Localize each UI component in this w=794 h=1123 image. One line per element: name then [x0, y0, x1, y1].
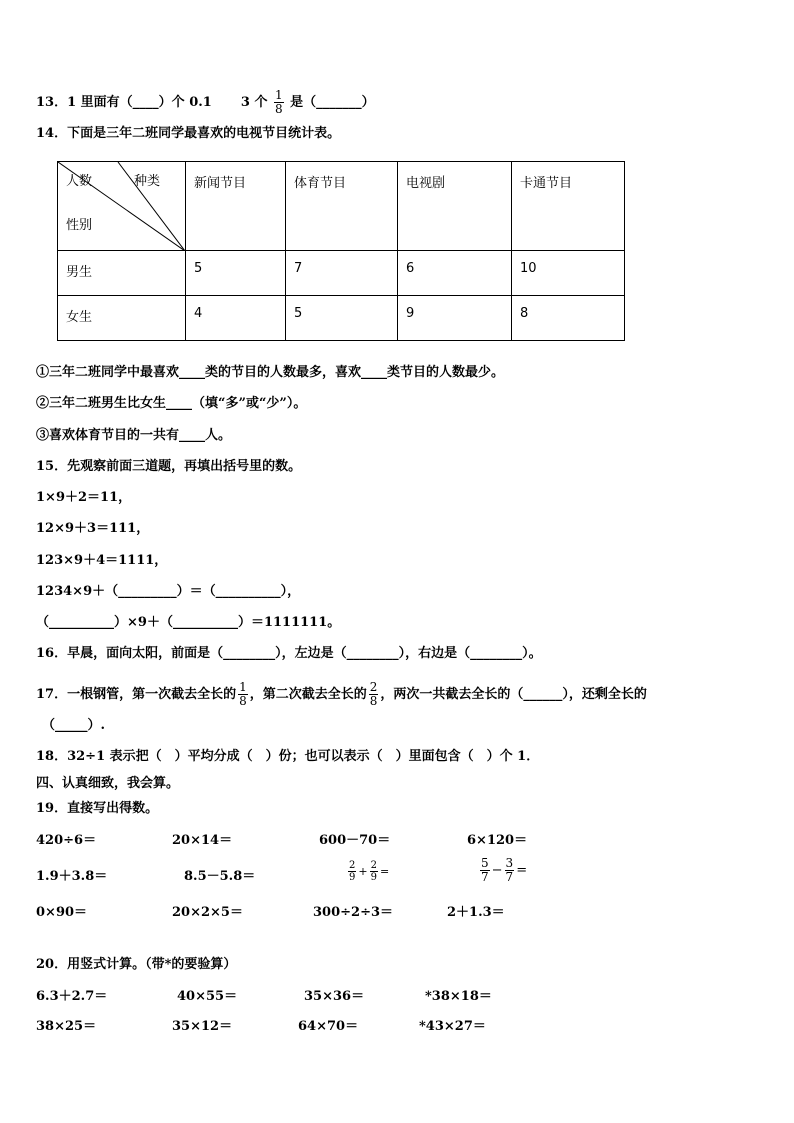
- q19-expr: 600－70＝: [319, 833, 391, 848]
- question-19-title: 19．直接写出得数。: [36, 801, 159, 816]
- question-18: 18．32÷1 表示把（ ）平均分成（ ）份；也可以表示（ ）里面包含（ ）个 1．: [36, 749, 540, 764]
- table-cell: 5: [286, 296, 398, 341]
- table-corner-cell: [58, 162, 186, 251]
- q13-part2a: 3 个: [240, 95, 268, 110]
- table-cell: 10: [512, 251, 625, 296]
- col-header-sports: 体育节目: [286, 162, 398, 251]
- table-cell: 6: [398, 251, 512, 296]
- corner-label-category: 种类: [134, 174, 161, 189]
- col-header-cartoon: 卡通节目: [512, 162, 625, 251]
- question-16: 16．早晨，面向太阳，前面是（________），左边是（________），右边是（________）。: [36, 646, 542, 661]
- section-4-heading: 四、认真细致，我会算。: [36, 776, 180, 791]
- fraction-one-eighth: $\frac{1}{8}$: [239, 680, 247, 708]
- question-15-title: 15．先观察前面三道题，再填出括号里的数。: [36, 459, 302, 474]
- row-label-girls: 女生: [58, 296, 186, 341]
- table-row-girls: [58, 296, 625, 341]
- table-cell: 8: [512, 296, 625, 341]
- table-cell: 4: [186, 296, 286, 341]
- q14-sub3: ③喜欢体育节目的一共有____人。: [36, 428, 232, 443]
- q19-expr: 2＋1.3＝: [447, 905, 505, 920]
- q13-part2b: 是（_______）: [290, 95, 375, 110]
- question-13: [36, 89, 375, 116]
- q19-fraction-expr: $\frac{5}{7}$ − $\frac{3}{7}$ =: [481, 856, 528, 884]
- q19-fraction-expr: $\frac{2}{9}$ + $\frac{2}{9}$ =: [349, 860, 390, 883]
- col-header-news: 新闻节目: [186, 162, 286, 251]
- q19-expr: 20×2×5＝: [172, 905, 243, 920]
- corner-label-people: 人数: [66, 174, 93, 189]
- q20-expr: 64×70＝: [298, 1019, 359, 1034]
- q20-expr: 40×55＝: [177, 989, 238, 1004]
- q19-expr: 8.5－5.8＝: [184, 869, 256, 884]
- table-cell: 9: [398, 296, 512, 341]
- q19-expr: 0×90＝: [36, 905, 88, 920]
- col-header-drama: 电视剧: [398, 162, 512, 251]
- q20-expr: *38×18＝: [425, 989, 492, 1004]
- q15-line-4: 1234×9＋（_________）＝（__________），: [36, 584, 301, 599]
- q15-line-2: 12×9＋3＝111，: [36, 521, 150, 536]
- q20-expr: 6.3＋2.7＝: [36, 989, 108, 1004]
- q17-text-c: ，两次一共截去全长的（______），还剩全长的: [380, 687, 647, 702]
- q19-expr: 6×120＝: [467, 833, 528, 848]
- q17-continued: （_____）.: [42, 718, 106, 733]
- q15-line-3: 123×9＋4＝1111，: [36, 553, 168, 568]
- q20-expr: 35×36＝: [304, 989, 365, 1004]
- q14-sub2: ②三年二班男生比女生____（填“多”或“少”）。: [36, 396, 307, 411]
- corner-label-gender: 性别: [66, 218, 93, 233]
- table-row-boys: [58, 251, 625, 296]
- question-17: [36, 681, 647, 708]
- fraction-two-eighths: $\frac{2}{8}$: [369, 680, 378, 708]
- fraction-one-eighth: $\frac{1}{8}$: [274, 88, 283, 116]
- q19-expr: 20×14＝: [172, 833, 233, 848]
- q19-expr: 420÷6＝: [36, 833, 97, 848]
- q20-expr: *43×27＝: [419, 1019, 486, 1034]
- q19-expr: 300÷2÷3＝: [313, 905, 394, 920]
- question-20-title: 20．用竖式计算。（带*的要验算）: [36, 957, 237, 972]
- q14-sub1: ①三年二班同学中最喜欢____类的节目的人数最多，喜欢____类节目的人数最少。: [36, 365, 505, 380]
- q13-part1: 13．1 里面有（____）个 0.1: [36, 95, 212, 110]
- tv-program-table: [57, 161, 625, 341]
- q20-expr: 38×25＝: [36, 1019, 97, 1034]
- q17-text-a: 17．一根钢管，第一次截去全长的: [36, 687, 237, 702]
- table-cell: 5: [186, 251, 286, 296]
- q15-line-1: 1×9＋2＝11，: [36, 490, 132, 505]
- q17-text-b: ，第二次截去全长的: [249, 687, 367, 702]
- q19-expr: 1.9＋3.8＝: [36, 869, 108, 884]
- q15-line-5: （__________）×9＋（__________）＝1111111。: [36, 615, 341, 630]
- question-14-title: 14．下面是三年二班同学最喜欢的电视节目统计表。: [36, 126, 341, 141]
- row-label-boys: 男生: [58, 251, 186, 296]
- q20-expr: 35×12＝: [172, 1019, 233, 1034]
- table-cell: 7: [286, 251, 398, 296]
